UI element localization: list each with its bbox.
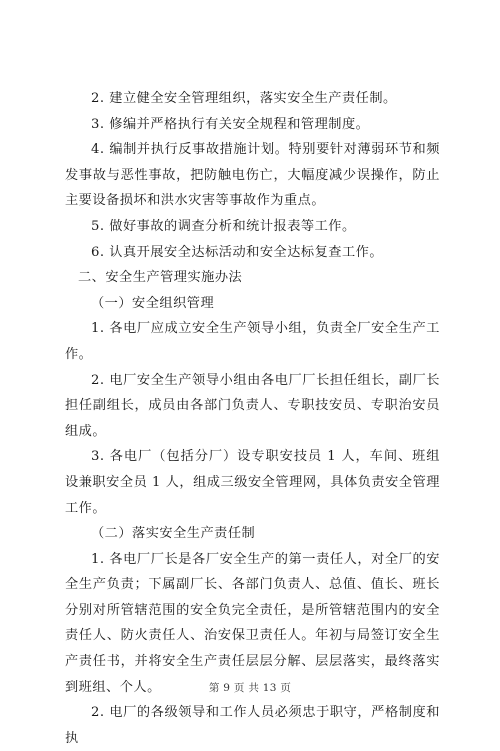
paragraph-item-4: 4. 编制并执行反事故措施计划。特别要针对薄弱环节和频发事故与恶性事故，把防触电伤亡，大幅度减少误操作，防止主要设备损坏和洪水灾害等事故作为重点。 bbox=[65, 142, 440, 209]
paragraph-resp-1: 1. 各电厂厂长是各厂安全生产的第一责任人，对全厂的安全生产负责；下属副厂长、各部门负责人、总值、值长、班长分别对所管辖范围的安全负完全责任，是所管辖范围内的安全责任人、防火责任人、治安保卫责任人。年初与局签订安全生产责任书，并将安全生产责任层层分解、层层落实，最终落实到班组、个人。 bbox=[65, 551, 440, 695]
document-body bbox=[65, 86, 440, 751]
paragraph-item-2: 2. 建立健全安全管理组织，落实安全生产责任制。 bbox=[91, 91, 397, 106]
paragraph-item-3: 3. 修编并严格执行有关安全规程和管理制度。 bbox=[91, 116, 370, 132]
paragraph-item-5: 5. 做好事故的调查分析和统计报表等工作。 bbox=[91, 218, 356, 234]
section-heading: 二、安全生产管理实施办法 bbox=[78, 270, 243, 286]
paragraph-org-3: 3. 各电厂（包括分厂）设专职安技员 1 人，车间、班组设兼职安全员 1 人，组成三级安全管理网，具体负责安全管理工作。 bbox=[65, 449, 440, 516]
paragraph-resp-2: 2. 电厂的各级领导和工作人员必须忠于职守，严格制度和执 bbox=[65, 705, 440, 746]
subsection-heading-organization: （一）安全组织管理 bbox=[91, 295, 215, 311]
page-footer: 第 9 页 共 13 页 bbox=[208, 682, 292, 694]
paragraph-org-2: 2. 电厂安全生产领导小组由各电厂厂长担任组长，副厂长担任副组长，成员由各部门负责人、专职技安员、专职治安员组成。 bbox=[65, 372, 440, 439]
paragraph-item-6: 6. 认真开展安全达标活动和安全达标复查工作。 bbox=[91, 244, 384, 260]
paragraph-org-1: 1. 各电厂应成立安全生产领导小组，负责全厂安全生产工作。 bbox=[65, 321, 440, 362]
subsection-heading-responsibility: （二）落实安全生产责任制 bbox=[91, 526, 256, 542]
